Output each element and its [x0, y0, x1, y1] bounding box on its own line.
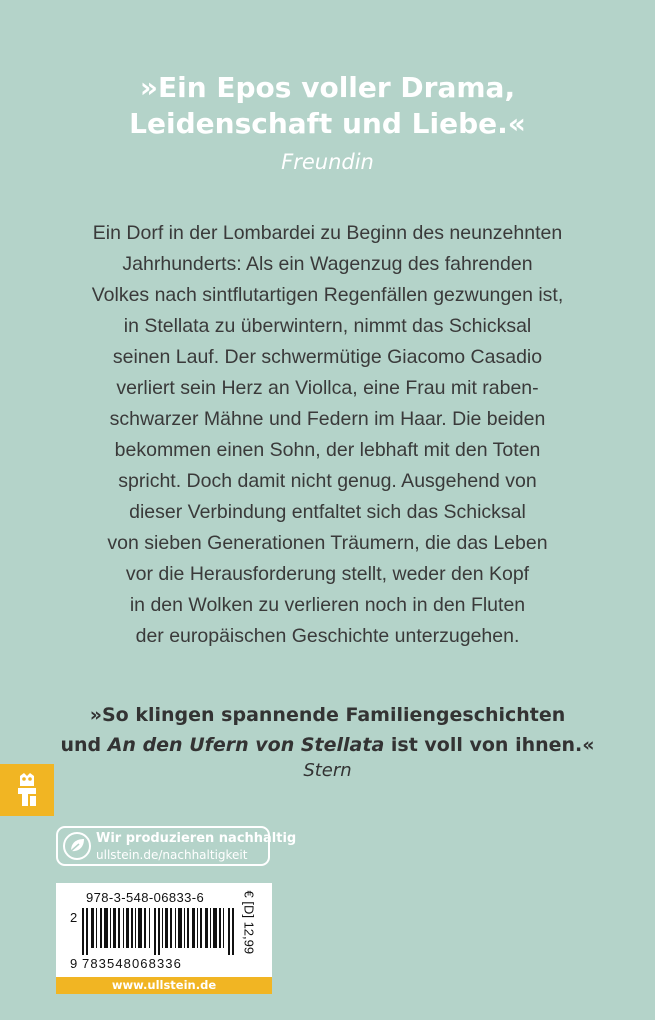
blurb-line: spricht. Doch damit nicht genug. Ausgehend von [118, 470, 537, 492]
barcode-digits: 783548068336 [82, 956, 182, 971]
top-quote-source: Freundin [281, 150, 374, 174]
blurb-line: Ein Dorf in der Lombardei zu Beginn des neunzehnten [92, 222, 563, 244]
blurb [0, 218, 655, 652]
bottom-quote [0, 700, 655, 760]
top-quote-line2: Leidenschaft und Liebe.« [129, 107, 526, 140]
blurb-line: seinen Lauf. Der schwermütige Giacomo Casadio [112, 346, 543, 368]
isbn-number: 978-3-548-06833-6 [86, 890, 205, 905]
price-text: € [D] 12,99 [241, 890, 257, 955]
bottom-quote-line2 [0, 730, 655, 760]
eco-badge-link: ullstein.de/nachhaltigkeit [96, 848, 248, 862]
blurb-line: bekommen einen Sohn, der lebhaft mit den Toten [114, 439, 541, 461]
barcode-side-digit: 2 [70, 910, 78, 925]
eco-badge [56, 826, 297, 866]
blurb-line: dieser Verbindung entfaltet sich das Schicksal [129, 501, 526, 523]
publisher-logo-tab [0, 764, 54, 816]
barcode-icon [82, 908, 234, 955]
blurb-line: in Stellata zu überwintern, nimmt das Schicksal [123, 315, 532, 337]
blurb-line: Jahrhunderts: Als ein Wagenzug des fahrenden [122, 253, 533, 275]
top-quote [0, 70, 655, 142]
eco-badge-title: Wir produzieren nachhaltig [96, 831, 297, 846]
publisher-url: www.ullstein.de [56, 977, 272, 994]
price-label [239, 890, 261, 973]
book-title: An den Ufern von Stellata [107, 734, 385, 756]
leaf-icon [62, 831, 92, 861]
blurb-line: der europäischen Geschichte unterzugehen. [135, 625, 520, 647]
owl-logo-icon [0, 764, 54, 816]
bottom-quote-prefix: und [60, 734, 108, 756]
blurb-line: vor die Herausforderung stellt, weder den Kopf [125, 563, 530, 585]
bottom-quote-suffix: ist voll von ihnen.« [384, 734, 595, 756]
blurb-line: verliert sein Herz an Viollca, eine Frau mit raben- [116, 377, 539, 399]
top-quote-line1: »Ein Epos voller Drama, [139, 71, 516, 104]
blurb-line: von sieben Generationen Träumern, die das Leben [107, 532, 548, 554]
barcode-box [56, 883, 272, 977]
blurb-line: Volkes nach sintflutartigen Regenfällen gezwungen ist, [91, 284, 564, 306]
barcode-first-digit: 9 [70, 956, 78, 971]
bottom-quote-line1: »So klingen spannende Familiengeschichten [89, 704, 566, 726]
bottom-quote-source: Stern [303, 760, 352, 781]
blurb-line: in den Wolken zu verlieren noch in den Fluten [129, 594, 526, 616]
blurb-line: schwarzer Mähne und Federn im Haar. Die beiden [109, 408, 546, 430]
